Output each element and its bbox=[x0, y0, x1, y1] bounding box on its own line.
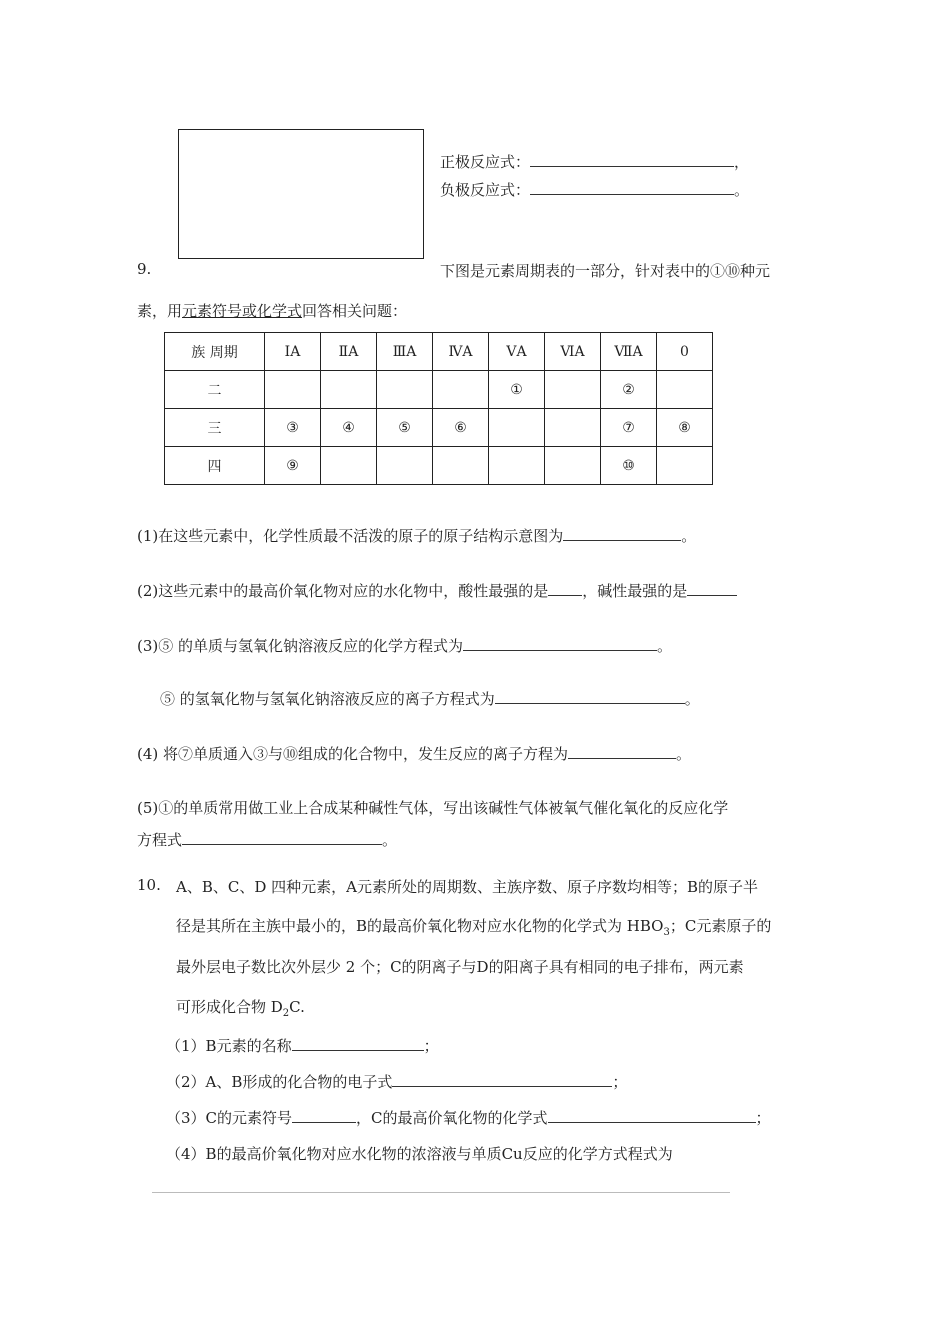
table-cell: ⑦ bbox=[601, 409, 657, 447]
table-cell: ⑧ bbox=[657, 409, 713, 447]
punct: 。 bbox=[657, 637, 673, 655]
q10-sub-1 bbox=[166, 1035, 439, 1056]
q10-sub-3 bbox=[166, 1107, 771, 1128]
q9-sub-4 bbox=[137, 743, 691, 764]
table-cell bbox=[545, 447, 601, 485]
question-text: （2）A、B形成的化合物的电子式 bbox=[166, 1073, 393, 1091]
group-header: ⅢA bbox=[377, 333, 433, 371]
q9-sub-5-line1: (5)①的单质常用做工业上合成某种碱性气体，写出该碱性气体被氧气催化氧化的反应化学 bbox=[137, 799, 729, 817]
q9-sub-5-line2 bbox=[137, 829, 397, 850]
question-text: ⑤ 的氢氧化物与氢氧化钠溶液反应的离子方程式为 bbox=[160, 690, 495, 708]
group-header: ⅣA bbox=[433, 333, 489, 371]
question-number: 10. bbox=[137, 876, 161, 894]
group-header: ⅠA bbox=[265, 333, 321, 371]
period-label: 四 bbox=[165, 447, 265, 485]
answer-blank[interactable] bbox=[292, 1108, 356, 1123]
table-cell bbox=[433, 371, 489, 409]
question-text: (2)这些元素中的最高价氧化物对应的水化物中，酸性最强的是 bbox=[137, 582, 549, 600]
question-text: ；C元素原子的 bbox=[669, 917, 772, 935]
punct: ， bbox=[734, 153, 750, 171]
q9-sub-2 bbox=[137, 580, 737, 601]
table-cell bbox=[657, 371, 713, 409]
question-text: 方程式 bbox=[137, 831, 183, 849]
table-cell bbox=[545, 371, 601, 409]
punct: ； bbox=[755, 1109, 771, 1127]
question-number: 9. bbox=[137, 260, 152, 278]
table-cell: ④ bbox=[321, 409, 377, 447]
question-text: C. bbox=[289, 998, 305, 1016]
question-text: ，C的最高价氧化物的化学式 bbox=[356, 1109, 548, 1127]
answer-blank[interactable] bbox=[495, 689, 685, 704]
question-text: （3）C的元素符号 bbox=[166, 1109, 293, 1127]
q10-line4 bbox=[176, 996, 305, 1019]
period-label: 三 bbox=[165, 409, 265, 447]
answer-blank[interactable] bbox=[463, 636, 657, 651]
header-row bbox=[165, 333, 713, 371]
group-header: 0 bbox=[657, 333, 713, 371]
table-row bbox=[165, 409, 713, 447]
answer-blank[interactable] bbox=[182, 830, 382, 845]
punct: ； bbox=[612, 1073, 628, 1091]
negative-electrode-line bbox=[440, 179, 749, 200]
question-text: (4) 将⑦单质通入③与⑩组成的化合物中，发生反应的离子方程为 bbox=[137, 745, 569, 763]
intro-underlined: 元素符号或化学式 bbox=[182, 302, 303, 320]
punct: 。 bbox=[681, 527, 697, 545]
punct: 。 bbox=[684, 690, 700, 708]
table-cell: ③ bbox=[265, 409, 321, 447]
intro-text: 回答相关问题： bbox=[302, 302, 408, 320]
positive-electrode-line bbox=[440, 151, 749, 172]
table-cell bbox=[377, 371, 433, 409]
table-cell bbox=[433, 447, 489, 485]
question-text: 可形成化合物 D bbox=[176, 998, 283, 1016]
negative-answer-blank[interactable] bbox=[530, 180, 734, 195]
group-header: ⅥA bbox=[545, 333, 601, 371]
q9-sub-1 bbox=[137, 525, 696, 546]
q9-sub-3 bbox=[137, 635, 672, 656]
period-label: 二 bbox=[165, 371, 265, 409]
answer-blank[interactable] bbox=[548, 581, 582, 596]
diagram-box bbox=[178, 129, 424, 259]
table-cell: ⑨ bbox=[265, 447, 321, 485]
q10-line3: 最外层电子数比次外层少 2 个；C的阴离子与D的阳离子具有相同的电子排布，两元素 bbox=[176, 958, 744, 976]
subscript: 2 bbox=[282, 1008, 290, 1019]
intro-text: 素，用 bbox=[137, 302, 183, 320]
answer-blank[interactable] bbox=[568, 744, 676, 759]
group-header: ⅦA bbox=[601, 333, 657, 371]
punct: 。 bbox=[734, 181, 750, 199]
q10-sub-4: （4）B的最高价氧化物对应水化物的浓溶液与单质Cu反应的化学方式程式为 bbox=[166, 1145, 673, 1163]
table-cell bbox=[377, 447, 433, 485]
negative-label: 负极反应式： bbox=[440, 181, 531, 199]
question-text: (3)⑤ 的单质与氢氧化钠溶液反应的化学方程式为 bbox=[137, 637, 464, 655]
q9-intro-right: 下图是元素周期表的一部分，针对表中的①⑩种元 bbox=[440, 262, 771, 280]
punct: 。 bbox=[382, 831, 398, 849]
table-cell: ② bbox=[601, 371, 657, 409]
question-text: 径是其所在主族中最小的，B的最高价氧化物对应水化物的化学式为 HBO bbox=[176, 917, 664, 935]
table-cell bbox=[657, 447, 713, 485]
answer-blank[interactable] bbox=[548, 1108, 756, 1123]
table-cell: ⑩ bbox=[601, 447, 657, 485]
q10-line1: A、B、C、D 四种元素，A元素所处的周期数、主族序数、原子序数均相等；B的原子半 bbox=[176, 878, 758, 896]
answer-blank[interactable] bbox=[687, 581, 737, 596]
question-text: （1）B元素的名称 bbox=[166, 1037, 292, 1055]
punct: 。 bbox=[676, 745, 692, 763]
table-cell bbox=[321, 371, 377, 409]
table-cell: ⑤ bbox=[377, 409, 433, 447]
answer-blank[interactable] bbox=[392, 1072, 612, 1087]
q9-intro bbox=[137, 300, 407, 321]
table-cell bbox=[489, 409, 545, 447]
periodic-table bbox=[164, 332, 713, 485]
table-cell: ⑥ bbox=[433, 409, 489, 447]
table-row bbox=[165, 371, 713, 409]
q10-line2 bbox=[176, 915, 771, 938]
table-cell bbox=[489, 447, 545, 485]
positive-answer-blank[interactable] bbox=[530, 152, 734, 167]
question-text: ，碱性最强的是 bbox=[582, 582, 688, 600]
table-cell bbox=[265, 371, 321, 409]
q10-sub-2 bbox=[166, 1071, 627, 1092]
subscript: 3 bbox=[663, 927, 670, 938]
positive-label: 正极反应式： bbox=[440, 153, 531, 171]
table-row bbox=[165, 447, 713, 485]
question-text: (1)在这些元素中，化学性质最不活泼的原子的原子结构示意图为 bbox=[137, 527, 564, 545]
answer-blank[interactable] bbox=[563, 526, 681, 541]
answer-blank[interactable] bbox=[292, 1036, 424, 1051]
corner-cell: 族 周期 bbox=[165, 333, 265, 371]
table-cell bbox=[321, 447, 377, 485]
answer-line[interactable] bbox=[152, 1192, 730, 1193]
group-header: ⅤA bbox=[489, 333, 545, 371]
punct: ； bbox=[423, 1037, 439, 1055]
table-cell: ① bbox=[489, 371, 545, 409]
table-cell bbox=[545, 409, 601, 447]
group-header: ⅡA bbox=[321, 333, 377, 371]
q9-sub-3b bbox=[160, 688, 700, 709]
